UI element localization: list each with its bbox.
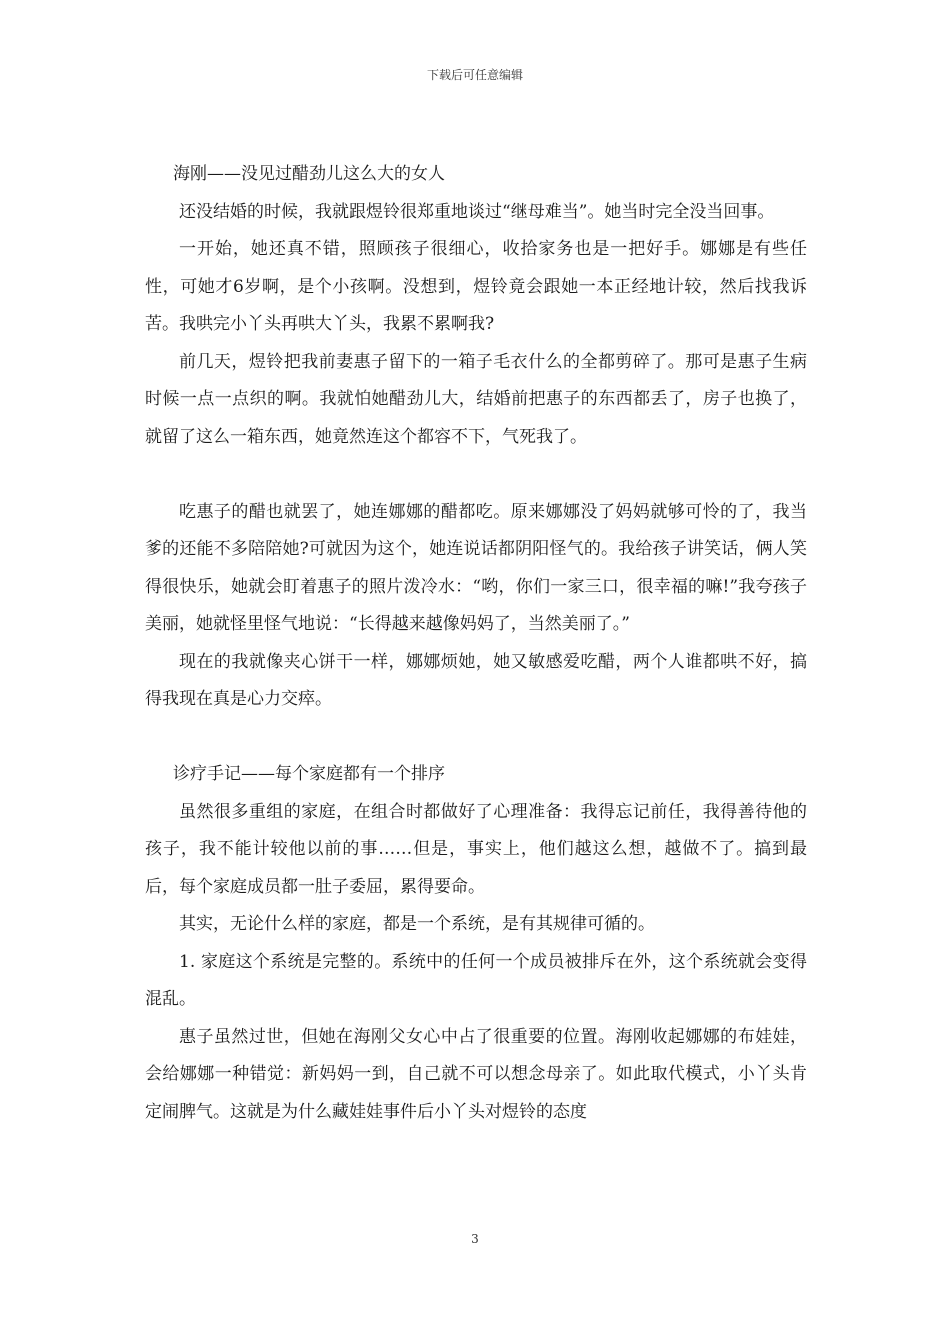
paragraph: 还没结婚的时候，我就跟煜铃很郑重地谈过“继母难当”。她当时完全没当回事。 bbox=[179, 201, 775, 222]
page-number: 3 bbox=[471, 1232, 479, 1246]
paragraph: 虽然很多重组的家庭，在组合时都做好了心理准备：我得忘记前任，我得善待他的孩子，我不能计较他以前的事……但是，事实上，他们越这么想，越做不了。搞到最后，每个家庭成员都一肚子委屈，累得要命。 bbox=[145, 801, 807, 897]
paragraph: 一开始，她还真不错，照顾孩子很细心，收拾家务也是一把好手。娜娜是有些任性，可她才6岁啊，是个小孩啊。没想到，煜铃竟会跟她一本正经地计较，然后找我诉苦。我哄完小丫头再哄大丫头，我累不累啊我? bbox=[145, 239, 807, 334]
paragraph: 前几天，煜铃把我前妻惠子留下的一箱子毛衣什么的全都剪碎了。那可是惠子生病时候一点一点织的啊。我就怕她醋劲儿大，结婚前把惠子的东西都丢了，房子也换了，就留了这么一箱东西，她竟然连这个都容不下，气死我了。 bbox=[145, 351, 807, 447]
section-title: 海刚——没见过醋劲儿这么大的女人 bbox=[173, 164, 446, 184]
paragraph: 惠子虽然过世，但她在海刚父女心中占了很重要的位置。海刚收起娜娜的布娃娃，会给娜娜一种错觉：新妈妈一到，自己就不可以想念母亲了。如此取代模式，小丫头肯定闹脾气。这就是为什么藏娃娃事件后小丫头对煜铃的态度 bbox=[145, 1026, 807, 1122]
paragraph-gap bbox=[145, 719, 807, 757]
page-header: 下载后可任意编辑 bbox=[426, 68, 523, 82]
paragraph: 吃惠子的醋也就罢了，她连娜娜的醋都吃。原来娜娜没了妈妈就够可怜的了，我当爹的还能不多陪陪她?可就因为这个，她连说话都阴阳怪气的。我给孩子讲笑话，俩人笑得很快乐，她就会盯着惠子的照片泼冷水：“哟，你们一家三口，很幸福的嘛!”我夸孩子美丽，她就怪里怪气地说：“长得越来越像妈妈了，当然美丽了。” bbox=[145, 501, 807, 634]
document-body bbox=[145, 156, 807, 1131]
paragraph: 1. 家庭这个系统是完整的。系统中的任何一个成员被排斥在外，这个系统就会变得混乱。 bbox=[145, 951, 807, 1009]
section-title: 诊疗手记——每个家庭都有一个排序 bbox=[173, 764, 446, 784]
paragraph-gap bbox=[145, 456, 807, 494]
paragraph: 现在的我就像夹心饼干一样，娜娜烦她，她又敏感爱吃醋，两个人谁都哄不好，搞得我现在真是心力交瘁。 bbox=[145, 651, 807, 709]
paragraph: 其实，无论什么样的家庭，都是一个系统，是有其规律可循的。 bbox=[179, 914, 655, 934]
